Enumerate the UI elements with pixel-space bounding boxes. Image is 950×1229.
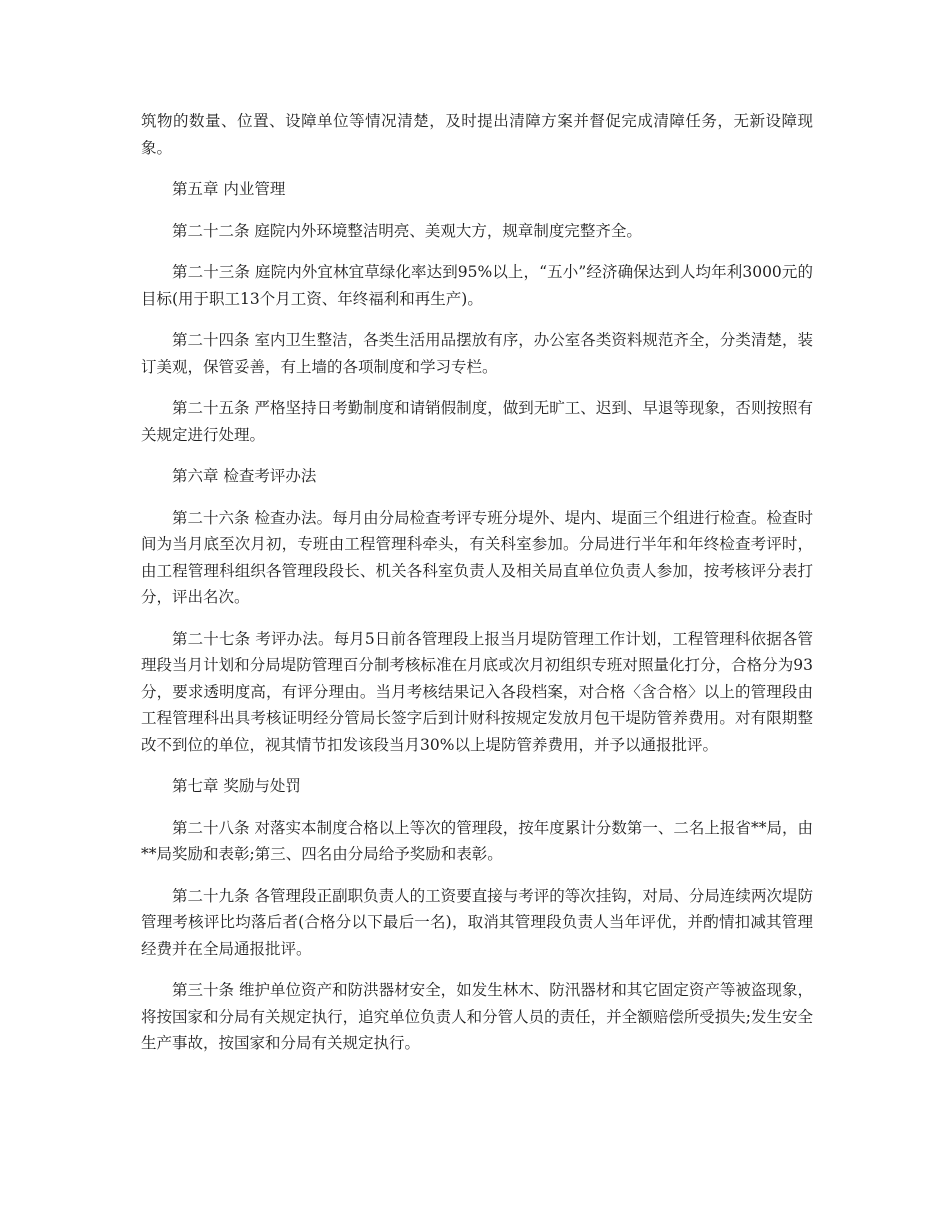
chapter-heading-5: 第五章 内业管理 [172, 180, 286, 198]
chapter-heading-7: 第七章 奖励与处罚 [172, 777, 301, 795]
article-26: 第二十六条 检查办法。每月由分局检查考评专班分堤外、堤内、堤面三个组进行检查。检查时间为当月底至次月初，专班由工程管理科牵头，有关科室参加。分局进行半年和年终检查考评时，由工程管理科组织各管理段段长、机关各科室负责人及相关局直单位负责人参加，按考核评分表打分，评出名次。 [141, 508, 813, 606]
article-29: 第二十九条 各管理段正副职负责人的工资要直接与考评的等次挂钩，对局、分局连续两次堤防管理考核评比均落后者(合格分以下最后一名)，取消其管理段负责人当年评优，并酌情扣减其管理经费并在全局通报批评。 [141, 886, 813, 958]
article-24: 第二十四条 室内卫生整洁，各类生活用品摆放有序，办公室各类资料规范齐全，分类清楚，装订美观，保管妥善，有上墙的各项制度和学习专栏。 [141, 331, 813, 376]
article-30: 第三十条 维护单位资产和防洪器材安全，如发生林木、防汛器材和其它固定资产等被盗现象，将按国家和分局有关规定执行，追究单位负责人和分管人员的责任，并全额赔偿所受损失;发生安全生产事故，按国家和分局有关规定执行。 [141, 981, 813, 1052]
article-25: 第二十五条 严格坚持日考勤制度和请销假制度，做到无旷工、迟到、早退等现象，否则按照有关规定进行处理。 [141, 399, 813, 444]
paragraph-continuation: 筑物的数量、位置、设障单位等情况清楚，及时提出清障方案并督促完成清障任务，无新设障现象。 [141, 112, 813, 157]
article-27: 第二十七条 考评办法。每月5日前各管理段上报当月堤防管理工作计划，工程管理科依据各管理段当月计划和分局堤防管理百分制考核标准在月底或次月初组织专班对照量化打分，合格分为93分，要求透明度高，有评分理由。当月考核结果记入各段档案，对合格〈含合格〉以上的管理段由工程管理科出具考核证明经分管局长签字后到计财科按规定发放月包干堤防管养费用。对有限期整改不到位的单位，视其情节扣发该段当月30%以上堤防管养费用，并予以通报批评。 [141, 629, 813, 754]
document-page [141, 108, 813, 1072]
chapter-heading-6: 第六章 检查考评办法 [172, 467, 317, 485]
article-28: 第二十八条 对落实本制度合格以上等次的管理段，按年度累计分数第一、二名上报省**局，由**局奖励和表彰;第三、四名由分局给予奖励和表彰。 [141, 818, 813, 863]
article-22: 第二十二条 庭院内外环境整洁明亮、美观大方，规章制度完整齐全。 [172, 221, 642, 240]
article-23: 第二十三条 庭院内外宜林宜草绿化率达到95%以上，“五小”经济确保达到人均年利3000元的目标(用于职工13个月工资、年终福利和再生产)。 [141, 263, 813, 308]
